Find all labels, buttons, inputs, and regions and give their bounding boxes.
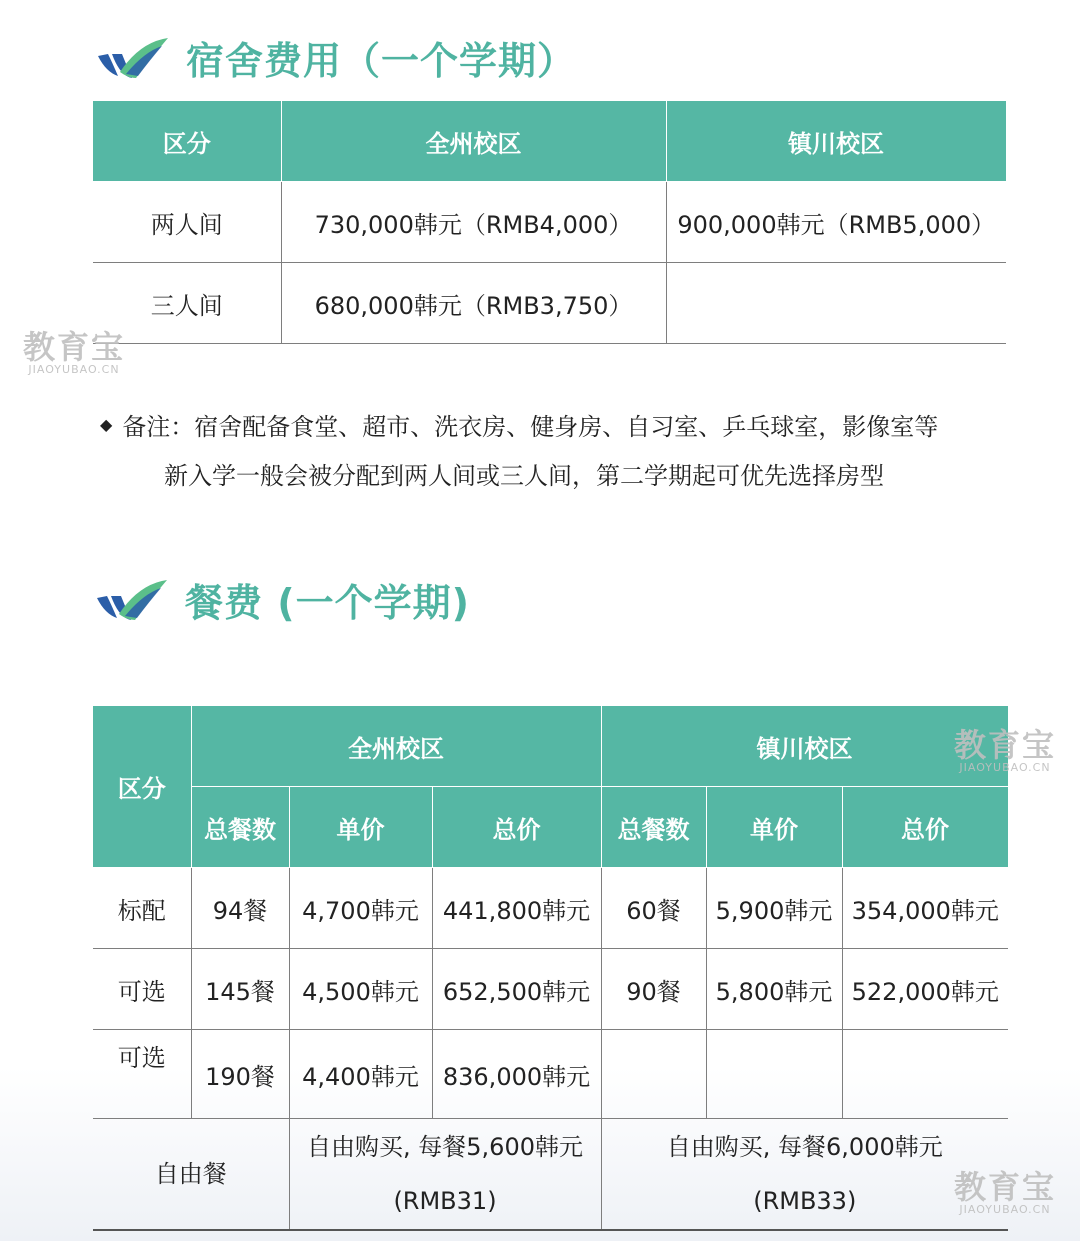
table-row <box>93 1119 1008 1231</box>
watermark-text: 教育宝 <box>22 328 125 366</box>
meal-cell: 60餐 <box>601 868 706 949</box>
free-meal-jincheon-price: 自由购买, 每餐6,000韩元 <box>666 1133 943 1161</box>
note-text-2: 新入学一般会被分配到两人间或三人间，第二学期起可优先选择房型 <box>164 462 884 490</box>
meal-cell: 354,000韩元 <box>842 868 1008 949</box>
dorm-price-jeonju: 730,000韩元（RMB4,000） <box>281 182 666 263</box>
dorm-fee-table <box>93 101 1007 344</box>
meal-plan-label: 标配 <box>93 868 191 949</box>
dorm-section-title: 宿舍费用（一个学期） <box>186 39 577 83</box>
watermark-url: JIAOYUBAO.CN <box>959 1203 1051 1216</box>
dorm-price-jincheon: 900,000韩元（RMB5,000） <box>666 182 1006 263</box>
dorm-header-jincheon: 镇川校区 <box>666 101 1006 182</box>
diamond-bullet-icon: ◆ <box>100 414 113 434</box>
dorm-notes <box>100 398 1020 502</box>
free-meal-jeonju-price: 自由购买, 每餐5,600韩元 <box>307 1133 583 1161</box>
subheader-total-meals: 总餐数 <box>601 787 706 868</box>
meal-cell: 522,000韩元 <box>842 949 1008 1030</box>
meal-cell: 90餐 <box>601 949 706 1030</box>
table-row <box>93 868 1008 949</box>
table-row <box>93 1030 1008 1119</box>
meal-cell: 4,500韩元 <box>289 949 432 1030</box>
dorm-section-heading <box>96 30 576 85</box>
meal-plan-label: 可选 <box>93 1030 191 1119</box>
dorm-header-row <box>93 101 1006 182</box>
watermark-text: 教育宝 <box>953 1168 1056 1206</box>
meal-cell: 5,900韩元 <box>706 868 842 949</box>
table-row <box>93 263 1006 344</box>
watermark-text: 教育宝 <box>953 726 1056 764</box>
free-meal-jincheon-rmb: (RMB33) <box>753 1187 857 1215</box>
meal-header-category: 区分 <box>93 706 191 868</box>
free-meal-jeonju-rmb: (RMB31) <box>393 1187 497 1215</box>
subheader-total-price: 总价 <box>842 787 1008 868</box>
watermark-url: JIAOYUBAO.CN <box>28 363 120 376</box>
meal-cell: 5,800韩元 <box>706 949 842 1030</box>
dorm-room-type: 三人间 <box>93 263 281 344</box>
meal-cell: 4,700韩元 <box>289 868 432 949</box>
meal-cell <box>842 1030 1008 1119</box>
dorm-price-jincheon <box>666 263 1006 344</box>
meal-cell: 441,800韩元 <box>432 868 601 949</box>
free-meal-jeonju <box>289 1119 601 1231</box>
watermark <box>950 728 1060 774</box>
school-logo-icon <box>96 32 170 84</box>
watermark <box>18 330 130 376</box>
meal-cell: 652,500韩元 <box>432 949 601 1030</box>
meal-cell: 4,400韩元 <box>289 1030 432 1119</box>
meal-section-title: 餐费 (一个学期) <box>185 581 470 625</box>
meal-header-row <box>93 706 1008 787</box>
free-meal-label: 自由餐 <box>93 1119 289 1231</box>
dorm-room-type: 两人间 <box>93 182 281 263</box>
dorm-price-jeonju: 680,000韩元（RMB3,750） <box>281 263 666 344</box>
meal-fee-table <box>93 706 1009 1231</box>
meal-cell: 836,000韩元 <box>432 1030 601 1119</box>
meal-header-jeonju: 全州校区 <box>191 706 601 787</box>
note-text-1: 备注：宿舍配备食堂、超市、洗衣房、健身房、自习室、乒乓球室，影像室等 <box>122 412 939 441</box>
subheader-total-price: 总价 <box>432 787 601 868</box>
dorm-header-jeonju: 全州校区 <box>281 101 666 182</box>
subheader-total-meals: 总餐数 <box>191 787 289 868</box>
table-row <box>93 182 1006 263</box>
meal-cell: 145餐 <box>191 949 289 1030</box>
subheader-unit-price: 单价 <box>289 787 432 868</box>
dorm-header-category: 区分 <box>93 101 281 182</box>
meal-cell: 94餐 <box>191 868 289 949</box>
subheader-unit-price: 单价 <box>706 787 842 868</box>
meal-cell <box>706 1030 842 1119</box>
watermark-url: JIAOYUBAO.CN <box>959 761 1051 774</box>
meal-section-heading <box>95 572 470 627</box>
meal-plan-label: 可选 <box>93 949 191 1030</box>
table-row <box>93 949 1008 1030</box>
meal-cell: 190餐 <box>191 1030 289 1119</box>
free-meal-jincheon <box>601 1119 1008 1231</box>
meal-cell <box>601 1030 706 1119</box>
watermark <box>950 1170 1060 1216</box>
meal-header-jincheon: 镇川校区 <box>601 706 1008 787</box>
school-logo-icon <box>95 574 169 626</box>
meal-subheader-row <box>93 787 1008 868</box>
